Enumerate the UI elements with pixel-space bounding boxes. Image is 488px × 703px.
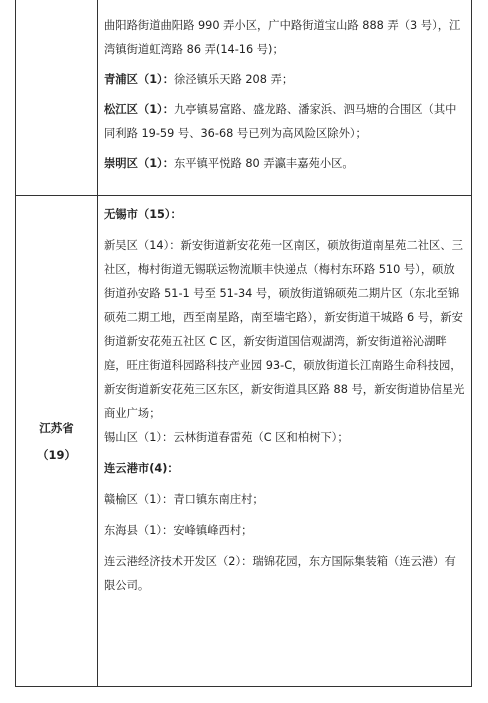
shanghai-row-qingpu [104,68,465,92]
row-text: 曲阳路街道曲阳路 990 弄小区，广中路街道宝山路 888 弄（3 号），江湾镇街道虹湾路 86 弄(14-16 号)； [104,19,461,56]
row-text: 瑞锦花园，东方国际集装箱（连云港）有限公司。 [104,555,456,592]
wuxi-heading: 无锡市（15）： [104,208,182,221]
row-text: 安峰镇峰西村； [173,524,253,537]
donghai-row [104,519,465,543]
district-label: 崇明区（1）： [104,157,174,170]
province-cell [16,418,97,466]
province-count: （19） [36,448,76,462]
district-label: 赣榆区（1）： [104,493,174,506]
xinwu-row [104,234,465,426]
district-label: 东海县（1）： [104,524,174,537]
kaifaqu-row [104,550,465,598]
shanghai-areas-cell [98,14,471,176]
row-text: 青口镇东南庄村； [173,493,264,506]
province-name: 江苏省 [39,421,74,435]
district-label: 锡山区（1）： [104,431,174,444]
risk-area-table [15,0,472,687]
district-label: 青浦区（1）： [104,73,174,86]
row-text: 云林街道春雷苑（C 区和柏树下）； [173,431,349,444]
district-label: 连云港经济技术开发区（2）： [104,555,253,568]
row-text: 新安街道新安花苑一区南区，硕放街道南星苑二社区、三社区，梅村街道无锡联运物流顺丰快递点（梅村东环路 510 号），硕放街道孙安路 51-1 号至 51-34 号，硕放街道锦硕苑二期片区（东北至锦硕苑二期工地，西至南星路，南至墙宅路），新安街道干城路 6 号，新安街道新安花苑五社区 C 区，新安街道国信观湖湾，新安街道裕沁湖畔庭，旺庄街道科园路科技产业园 93-C，硕放街道长江南路生命科技园，新安街道新安花苑三区东区，新安街道具区路 88 号，新安街道协信星光商业广场； [104,239,465,420]
row-divider [16,195,471,196]
xishan-row [104,426,465,450]
row-text: 徐泾镇乐天路 208 弄； [174,73,294,86]
row-text: 九亭镇易富路、盛龙路、潘家浜、泗马塘的合围区（其中同利路 19-59 号、36-68 号已列为高风险区除外）； [104,103,457,140]
ganyu-row [104,488,465,512]
jiangsu-areas-cell [98,203,471,598]
shanghai-row-baoshan-cont [104,14,465,62]
district-label: 新吴区（14）： [104,239,181,252]
shanghai-row-chongming [104,152,465,176]
shanghai-row-songjiang [104,98,465,146]
lianyungang-heading: 连云港市(4)： [104,462,179,475]
district-label: 松江区（1）： [104,103,174,116]
row-text: 东平镇平悦路 80 弄瀛丰嘉苑小区。 [174,157,354,170]
